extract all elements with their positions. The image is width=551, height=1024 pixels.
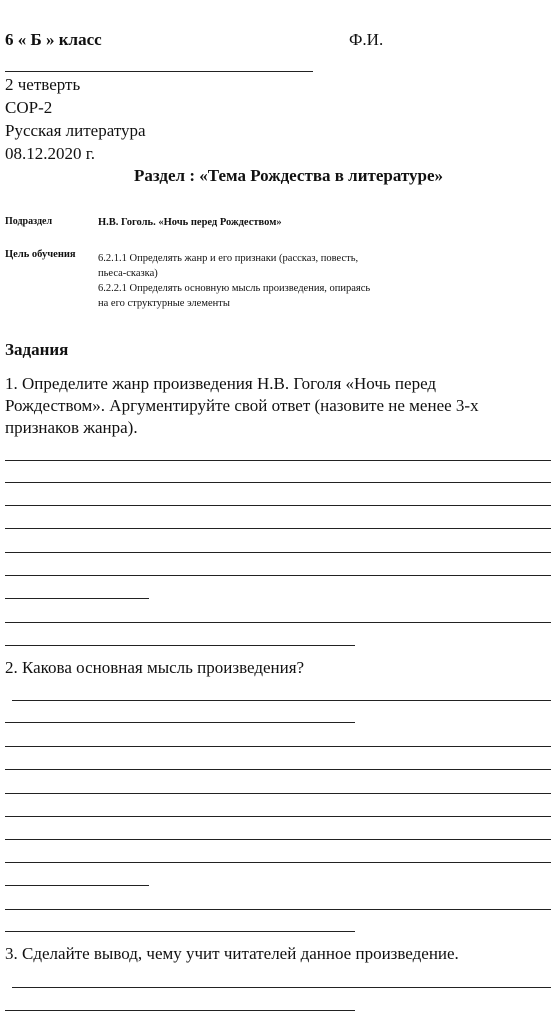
answer-line — [5, 722, 355, 723]
question-2: 2. Какова основная мысль произведения? — [5, 658, 305, 677]
answer-line — [5, 839, 551, 840]
question-3: 3. Сделайте вывод, чему учит читателей данное произведение. — [5, 944, 459, 963]
answer-line — [5, 645, 355, 646]
learning-goal-line: пьеса-сказка) — [98, 268, 158, 279]
question-1-line: 1. Определите жанр произведения Н.В. Гоголя «Ночь перед — [5, 374, 437, 393]
class-label: 6 « Б » класс — [5, 30, 102, 49]
learning-goal-text — [98, 251, 458, 311]
answer-line — [5, 816, 551, 817]
date-label: 08.12.2020 г. — [5, 144, 96, 163]
fio-label: Ф.И. — [349, 30, 384, 49]
answer-line — [5, 862, 551, 863]
question-1-line: Рождеством». Аргументируйте свой ответ (назовите не менее 3-х — [5, 396, 479, 415]
quarter-label: 2 четверть — [5, 75, 81, 94]
learning-goal-line: 6.2.1.1 Определять жанр и его признаки (рассказ, повесть, — [98, 253, 359, 264]
subsection-label: Подраздел — [5, 216, 53, 227]
answer-line — [5, 598, 149, 599]
answer-line — [5, 746, 551, 747]
answer-line — [5, 931, 355, 932]
answer-line — [5, 482, 551, 483]
answer-line — [5, 575, 551, 576]
answer-line — [12, 987, 551, 988]
sor-label: СОР-2 — [5, 98, 53, 117]
learning-goal-label: Цель обучения — [5, 249, 76, 260]
answer-line — [12, 700, 551, 701]
answer-line — [5, 885, 149, 886]
answer-line — [5, 1010, 355, 1011]
learning-goal-line: 6.2.2.1 Определять основную мысль произведения, опираясь — [98, 283, 371, 294]
question-1-line: признаков жанра). — [5, 418, 138, 437]
answer-line — [5, 793, 551, 794]
section-title: Раздел : «Тема Рождества в литературе» — [134, 166, 444, 185]
answer-line — [5, 460, 551, 461]
answer-line — [5, 528, 551, 529]
learning-goal-line: на его структурные элементы — [98, 298, 230, 309]
name-underline — [5, 71, 313, 72]
answer-line — [5, 505, 551, 506]
question-1 — [5, 373, 551, 439]
answer-line — [5, 622, 551, 623]
answer-line — [5, 909, 551, 910]
subject-label: Русская литература — [5, 121, 146, 140]
answer-line — [5, 769, 551, 770]
subsection-value: Н.В. Гоголь. «Ночь перед Рождеством» — [98, 217, 282, 228]
answer-line — [5, 552, 551, 553]
tasks-heading: Задания — [5, 340, 69, 359]
